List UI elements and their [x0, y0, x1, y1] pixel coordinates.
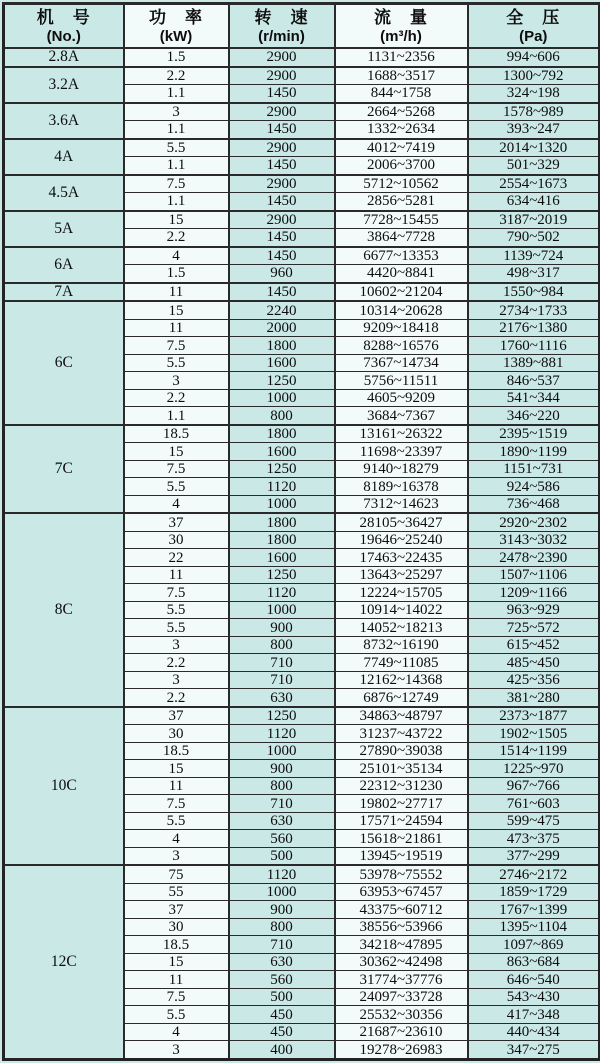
table-row	[4, 513, 600, 531]
speed-cell: 1250	[229, 460, 335, 478]
flow-cell: 6677~13353	[335, 247, 468, 265]
pressure-cell: 634~416	[468, 193, 600, 211]
flow-cell: 4420~8841	[335, 265, 468, 283]
flow-cell: 13945~19519	[335, 847, 468, 865]
power-cell: 3	[124, 372, 229, 390]
speed-cell: 710	[229, 795, 335, 813]
power-cell: 18.5	[124, 425, 229, 443]
power-cell: 5.5	[124, 601, 229, 619]
model-cell: 2.8A	[4, 48, 124, 67]
table-row	[4, 175, 600, 193]
speed-cell: 2000	[229, 319, 335, 337]
model-cell: 5A	[4, 211, 124, 247]
power-cell: 5.5	[124, 619, 229, 637]
flow-cell: 21687~23610	[335, 1023, 468, 1041]
flow-cell: 2006~3700	[335, 157, 468, 175]
flow-cell: 27890~39038	[335, 742, 468, 760]
speed-cell: 2900	[229, 67, 335, 85]
speed-cell: 800	[229, 636, 335, 654]
speed-cell: 1800	[229, 513, 335, 531]
power-cell: 11	[124, 777, 229, 795]
power-cell: 37	[124, 707, 229, 725]
header-power-en: (kW)	[159, 28, 193, 45]
table-row	[4, 48, 600, 67]
speed-cell: 1250	[229, 372, 335, 390]
pressure-cell: 3187~2019	[468, 211, 600, 229]
power-cell: 5.5	[124, 1006, 229, 1024]
pressure-cell: 1890~1199	[468, 443, 600, 461]
flow-cell: 22312~31230	[335, 777, 468, 795]
header-power	[124, 4, 229, 49]
power-cell: 3	[124, 1041, 229, 1060]
speed-cell: 710	[229, 936, 335, 954]
pressure-cell: 393~247	[468, 121, 600, 139]
flow-cell: 4605~9209	[335, 389, 468, 407]
table-header	[4, 4, 600, 49]
pressure-cell: 1389~881	[468, 354, 600, 372]
pressure-cell: 863~684	[468, 953, 600, 971]
flow-cell: 10914~14022	[335, 601, 468, 619]
header-power-zh: 功 率	[149, 8, 203, 27]
flow-cell: 25532~30356	[335, 1006, 468, 1024]
power-cell: 3	[124, 671, 229, 689]
power-cell: 2.2	[124, 689, 229, 707]
speed-cell: 2900	[229, 211, 335, 229]
flow-cell: 13161~26322	[335, 425, 468, 443]
speed-cell: 1800	[229, 425, 335, 443]
power-cell: 7.5	[124, 175, 229, 193]
flow-cell: 3864~7728	[335, 229, 468, 247]
pressure-cell: 1859~1729	[468, 883, 600, 901]
flow-cell: 1332~2634	[335, 121, 468, 139]
speed-cell: 560	[229, 971, 335, 989]
pressure-cell: 2176~1380	[468, 319, 600, 337]
flow-cell: 8288~16576	[335, 337, 468, 355]
flow-cell: 12224~15705	[335, 584, 468, 602]
speed-cell: 2240	[229, 301, 335, 319]
flow-cell: 7728~15455	[335, 211, 468, 229]
header-pressure-zh: 全 压	[506, 8, 561, 27]
pressure-cell: 1395~1104	[468, 918, 600, 936]
model-cell: 3.2A	[4, 67, 124, 103]
pressure-cell: 615~452	[468, 636, 600, 654]
speed-cell: 2900	[229, 48, 335, 67]
table-row	[4, 425, 600, 443]
flow-cell: 19646~25240	[335, 531, 468, 549]
pressure-cell: 541~344	[468, 389, 600, 407]
speed-cell: 1120	[229, 584, 335, 602]
flow-cell: 34218~47895	[335, 936, 468, 954]
power-cell: 2.2	[124, 389, 229, 407]
flow-cell: 24097~33728	[335, 988, 468, 1006]
table-row	[4, 283, 600, 302]
pressure-cell: 994~606	[468, 48, 600, 67]
pressure-cell: 485~450	[468, 654, 600, 672]
flow-cell: 2856~5281	[335, 193, 468, 211]
flow-cell: 14052~18213	[335, 619, 468, 637]
speed-cell: 900	[229, 901, 335, 919]
power-cell: 18.5	[124, 742, 229, 760]
power-cell: 5.5	[124, 812, 229, 830]
flow-cell: 1131~2356	[335, 48, 468, 67]
pressure-cell: 2920~2302	[468, 513, 600, 531]
power-cell: 30	[124, 531, 229, 549]
pressure-cell: 963~929	[468, 601, 600, 619]
speed-cell: 1450	[229, 193, 335, 211]
power-cell: 37	[124, 901, 229, 919]
power-cell: 2.2	[124, 654, 229, 672]
power-cell: 30	[124, 918, 229, 936]
header-model	[4, 4, 124, 49]
flow-cell: 25101~35134	[335, 760, 468, 778]
power-cell: 7.5	[124, 584, 229, 602]
pressure-cell: 543~430	[468, 988, 600, 1006]
flow-cell: 31774~37776	[335, 971, 468, 989]
power-cell: 30	[124, 725, 229, 743]
pressure-cell: 2395~1519	[468, 425, 600, 443]
header-speed-zh: 转 速	[254, 8, 309, 27]
speed-cell: 800	[229, 777, 335, 795]
speed-cell: 1450	[229, 283, 335, 302]
pressure-cell: 1507~1106	[468, 566, 600, 584]
flow-cell: 6876~12749	[335, 689, 468, 707]
speed-cell: 900	[229, 619, 335, 637]
power-cell: 2.2	[124, 67, 229, 85]
power-cell: 2.2	[124, 229, 229, 247]
pressure-cell: 346~220	[468, 407, 600, 425]
pressure-cell: 924~586	[468, 478, 600, 496]
speed-cell: 1600	[229, 549, 335, 567]
power-cell: 15	[124, 953, 229, 971]
power-cell: 15	[124, 760, 229, 778]
speed-cell: 1000	[229, 742, 335, 760]
pressure-cell: 1097~869	[468, 936, 600, 954]
speed-cell: 1250	[229, 566, 335, 584]
model-cell: 7C	[4, 425, 124, 514]
pressure-cell: 736~468	[468, 495, 600, 513]
power-cell: 3	[124, 847, 229, 865]
header-flow	[335, 4, 468, 49]
pressure-cell: 498~317	[468, 265, 600, 283]
speed-cell: 1800	[229, 337, 335, 355]
speed-cell: 2900	[229, 103, 335, 121]
speed-cell: 1450	[229, 121, 335, 139]
header-model-zh: 机 号	[36, 8, 91, 27]
table-row	[4, 247, 600, 265]
speed-cell: 1120	[229, 725, 335, 743]
model-cell: 6C	[4, 301, 124, 425]
pressure-cell: 1767~1399	[468, 901, 600, 919]
pressure-cell: 725~572	[468, 619, 600, 637]
speed-cell: 960	[229, 265, 335, 283]
flow-cell: 8189~16378	[335, 478, 468, 496]
pressure-cell: 501~329	[468, 157, 600, 175]
flow-cell: 17571~24594	[335, 812, 468, 830]
flow-cell: 10602~21204	[335, 283, 468, 302]
speed-cell: 1000	[229, 883, 335, 901]
flow-cell: 13643~25297	[335, 566, 468, 584]
flow-cell: 5712~10562	[335, 175, 468, 193]
pressure-cell: 2373~1877	[468, 707, 600, 725]
power-cell: 7.5	[124, 337, 229, 355]
speed-cell: 1450	[229, 229, 335, 247]
power-cell: 18.5	[124, 936, 229, 954]
fan-spec-table	[2, 2, 600, 1061]
header-pressure	[468, 4, 600, 49]
power-cell: 7.5	[124, 795, 229, 813]
flow-cell: 15618~21861	[335, 830, 468, 848]
pressure-cell: 347~275	[468, 1041, 600, 1060]
power-cell: 37	[124, 513, 229, 531]
speed-cell: 1120	[229, 478, 335, 496]
flow-cell: 30362~42498	[335, 953, 468, 971]
speed-cell: 710	[229, 671, 335, 689]
table-row	[4, 139, 600, 157]
header-row	[4, 4, 600, 49]
power-cell: 3	[124, 103, 229, 121]
speed-cell: 630	[229, 812, 335, 830]
power-cell: 22	[124, 549, 229, 567]
model-cell: 4A	[4, 139, 124, 175]
flow-cell: 7312~14623	[335, 495, 468, 513]
flow-cell: 2664~5268	[335, 103, 468, 121]
speed-cell: 500	[229, 847, 335, 865]
speed-cell: 800	[229, 918, 335, 936]
speed-cell: 500	[229, 988, 335, 1006]
flow-cell: 28105~36427	[335, 513, 468, 531]
flow-cell: 7749~11085	[335, 654, 468, 672]
model-cell: 6A	[4, 247, 124, 283]
speed-cell: 1000	[229, 601, 335, 619]
pressure-cell: 2734~1733	[468, 301, 600, 319]
pressure-cell: 1902~1505	[468, 725, 600, 743]
model-cell: 4.5A	[4, 175, 124, 211]
flow-cell: 3684~7367	[335, 407, 468, 425]
table-row	[4, 301, 600, 319]
table-row	[4, 103, 600, 121]
power-cell: 3	[124, 636, 229, 654]
pressure-cell: 1578~989	[468, 103, 600, 121]
pressure-cell: 381~280	[468, 689, 600, 707]
speed-cell: 1000	[229, 495, 335, 513]
speed-cell: 400	[229, 1041, 335, 1060]
pressure-cell: 967~766	[468, 777, 600, 795]
pressure-cell: 2478~2390	[468, 549, 600, 567]
flow-cell: 7367~14734	[335, 354, 468, 372]
flow-cell: 4012~7419	[335, 139, 468, 157]
table-row	[4, 211, 600, 229]
flow-cell: 63953~67457	[335, 883, 468, 901]
flow-cell: 9209~18418	[335, 319, 468, 337]
model-cell: 10C	[4, 707, 124, 866]
speed-cell: 1250	[229, 707, 335, 725]
header-flow-en: (m³/h)	[380, 28, 422, 45]
model-cell: 8C	[4, 513, 124, 707]
pressure-cell: 425~356	[468, 671, 600, 689]
power-cell: 15	[124, 301, 229, 319]
speed-cell: 2900	[229, 175, 335, 193]
speed-cell: 560	[229, 830, 335, 848]
table-body	[4, 48, 600, 1060]
flow-cell: 844~1758	[335, 85, 468, 103]
power-cell: 1.1	[124, 407, 229, 425]
speed-cell: 1000	[229, 389, 335, 407]
pressure-cell: 473~375	[468, 830, 600, 848]
pressure-cell: 761~603	[468, 795, 600, 813]
power-cell: 4	[124, 830, 229, 848]
pressure-cell: 1225~970	[468, 760, 600, 778]
speed-cell: 1450	[229, 85, 335, 103]
pressure-cell: 1550~984	[468, 283, 600, 302]
speed-cell: 1800	[229, 531, 335, 549]
header-speed-en: (r/min)	[258, 28, 305, 45]
power-cell: 7.5	[124, 460, 229, 478]
speed-cell: 1450	[229, 157, 335, 175]
flow-cell: 34863~48797	[335, 707, 468, 725]
power-cell: 11	[124, 971, 229, 989]
flow-cell: 1688~3517	[335, 67, 468, 85]
pressure-cell: 790~502	[468, 229, 600, 247]
speed-cell: 710	[229, 654, 335, 672]
header-speed	[229, 4, 335, 49]
power-cell: 75	[124, 865, 229, 883]
pressure-cell: 1760~1116	[468, 337, 600, 355]
model-cell: 7A	[4, 283, 124, 302]
power-cell: 1.1	[124, 193, 229, 211]
power-cell: 5.5	[124, 478, 229, 496]
speed-cell: 1120	[229, 865, 335, 883]
table-row	[4, 707, 600, 725]
power-cell: 15	[124, 443, 229, 461]
table-row	[4, 865, 600, 883]
power-cell: 11	[124, 283, 229, 302]
flow-cell: 9140~18279	[335, 460, 468, 478]
pressure-cell: 2014~1320	[468, 139, 600, 157]
speed-cell: 900	[229, 760, 335, 778]
header-model-en: (No.)	[46, 28, 81, 45]
header-flow-zh: 流 量	[374, 8, 428, 27]
pressure-cell: 646~540	[468, 971, 600, 989]
pressure-cell: 2746~2172	[468, 865, 600, 883]
flow-cell: 38556~53966	[335, 918, 468, 936]
power-cell: 4	[124, 495, 229, 513]
pressure-cell: 1300~792	[468, 67, 600, 85]
pressure-cell: 1514~1199	[468, 742, 600, 760]
speed-cell: 630	[229, 689, 335, 707]
pressure-cell: 417~348	[468, 1006, 600, 1024]
power-cell: 11	[124, 319, 229, 337]
power-cell: 1.1	[124, 121, 229, 139]
speed-cell: 1600	[229, 354, 335, 372]
model-cell: 3.6A	[4, 103, 124, 139]
pressure-cell: 599~475	[468, 812, 600, 830]
power-cell: 4	[124, 247, 229, 265]
flow-cell: 8732~16190	[335, 636, 468, 654]
flow-cell: 53978~75552	[335, 865, 468, 883]
speed-cell: 800	[229, 407, 335, 425]
speed-cell: 1600	[229, 443, 335, 461]
pressure-cell: 846~537	[468, 372, 600, 390]
flow-cell: 10314~20628	[335, 301, 468, 319]
pressure-cell: 1209~1166	[468, 584, 600, 602]
header-pressure-en: (Pa)	[519, 28, 548, 45]
pressure-cell: 324~198	[468, 85, 600, 103]
flow-cell: 31237~43722	[335, 725, 468, 743]
power-cell: 4	[124, 1023, 229, 1041]
power-cell: 7.5	[124, 988, 229, 1006]
speed-cell: 450	[229, 1006, 335, 1024]
speed-cell: 2900	[229, 139, 335, 157]
flow-cell: 5756~11511	[335, 372, 468, 390]
power-cell: 55	[124, 883, 229, 901]
pressure-cell: 3143~3032	[468, 531, 600, 549]
power-cell: 5.5	[124, 354, 229, 372]
flow-cell: 12162~14368	[335, 671, 468, 689]
power-cell: 15	[124, 211, 229, 229]
flow-cell: 19278~26983	[335, 1041, 468, 1060]
flow-cell: 43375~60712	[335, 901, 468, 919]
power-cell: 1.1	[124, 157, 229, 175]
pressure-cell: 440~434	[468, 1023, 600, 1041]
power-cell: 1.1	[124, 85, 229, 103]
power-cell: 11	[124, 566, 229, 584]
power-cell: 5.5	[124, 139, 229, 157]
pressure-cell: 377~299	[468, 847, 600, 865]
speed-cell: 630	[229, 953, 335, 971]
speed-cell: 1450	[229, 247, 335, 265]
flow-cell: 19802~27717	[335, 795, 468, 813]
pressure-cell: 1151~731	[468, 460, 600, 478]
table-row	[4, 67, 600, 85]
power-cell: 1.5	[124, 265, 229, 283]
flow-cell: 17463~22435	[335, 549, 468, 567]
model-cell: 12C	[4, 865, 124, 1059]
pressure-cell: 1139~724	[468, 247, 600, 265]
flow-cell: 11698~23397	[335, 443, 468, 461]
speed-cell: 450	[229, 1023, 335, 1041]
pressure-cell: 2554~1673	[468, 175, 600, 193]
power-cell: 1.5	[124, 48, 229, 67]
